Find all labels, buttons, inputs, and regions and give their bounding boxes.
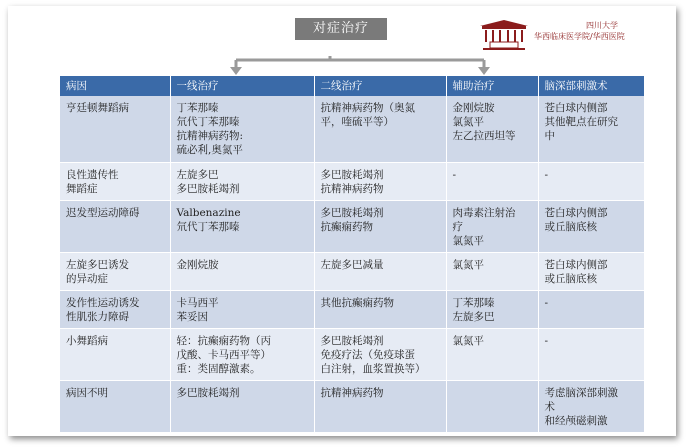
cell-dbs <box>538 200 644 252</box>
cell-text-line: 舞蹈症 <box>66 182 98 195</box>
cell-text-line: 多巴胺耗竭剂 <box>176 386 240 399</box>
cell-text-line: 氘代丁苯那嗪 <box>176 116 240 128</box>
cell-cause <box>60 380 170 432</box>
cell-text-line: 氯氮平 <box>452 334 484 347</box>
table-row <box>60 290 644 328</box>
cell-text-line: 多巴胺耗竭剂 <box>320 206 384 219</box>
cell-text-line: 氯氮平 <box>452 258 484 271</box>
cell-adjuvant <box>446 200 538 252</box>
table-row <box>60 380 644 432</box>
cell-text-line: 小舞蹈病 <box>66 334 108 347</box>
table-row <box>60 162 644 200</box>
cell-text-line: 迟发型运动障碍 <box>66 206 140 219</box>
header-adjuvant: 辅助治疗 <box>446 76 538 96</box>
cell-text-line: 金刚烷胺 <box>452 102 495 114</box>
cell-text-line: - <box>452 168 457 181</box>
cell-text-line: 抗精神病药物 <box>320 182 384 195</box>
cell-dbs <box>538 162 644 200</box>
cell-dbs <box>538 290 644 328</box>
cell-text-line: 氯氮平 <box>452 234 484 247</box>
cell-text-line: 金刚烷胺 <box>176 258 219 271</box>
cell-text-line: 硫必利,奥氮平 <box>176 144 243 156</box>
cell-first-line <box>170 200 314 252</box>
logo-text <box>534 20 670 42</box>
cell-text-line: 轻：抗癫痫药物（丙 <box>176 334 271 347</box>
cell-second-line <box>314 162 446 200</box>
cell-text-line: 重：类固醇激素。 <box>176 362 261 375</box>
cell-text-line: 左乙拉西坦等 <box>452 130 516 142</box>
cell-text-line: 苍白球内侧部 <box>544 206 608 219</box>
hospital-logo <box>480 18 670 54</box>
cell-cause <box>60 96 170 162</box>
cell-text-line: 发作性运动诱发 <box>66 296 140 309</box>
cell-second-line <box>314 200 446 252</box>
cell-dbs <box>538 380 644 432</box>
cell-text-line: 或丘脑底核 <box>544 220 597 233</box>
cell-text-line: 多巴胺耗竭剂 <box>176 182 240 195</box>
cell-text-line: 术 <box>544 400 555 413</box>
cell-adjuvant <box>446 162 538 200</box>
table-row <box>60 328 644 380</box>
cell-second-line <box>314 96 446 162</box>
cell-cause <box>60 328 170 380</box>
cell-text-line: Valbenazine <box>176 206 241 219</box>
slide-title: 对症治疗 <box>295 18 387 40</box>
cell-first-line <box>170 380 314 432</box>
cell-text-line: 抗癫痫药物 <box>320 220 373 233</box>
cell-adjuvant <box>446 328 538 380</box>
cell-dbs <box>538 328 644 380</box>
cell-text-line: 左旋多巴 <box>452 310 495 323</box>
cell-text-line: 良性遗传性 <box>66 168 119 181</box>
cell-text-line: 左旋多巴诱发 <box>66 258 129 271</box>
table-header-row <box>60 76 644 96</box>
cell-second-line <box>314 380 446 432</box>
cell-text-line: 中 <box>544 130 555 142</box>
cell-second-line <box>314 290 446 328</box>
cell-cause <box>60 290 170 328</box>
header-cause: 病因 <box>60 76 170 96</box>
header-dbs: 脑深部刺激术 <box>538 76 644 96</box>
slide <box>8 6 676 436</box>
cell-text-line: 免疫疗法（免疫球蛋 <box>320 348 415 361</box>
cell-adjuvant <box>446 252 538 290</box>
cell-adjuvant <box>446 380 538 432</box>
cell-second-line <box>314 252 446 290</box>
cell-text-line: 的异动症 <box>66 272 108 285</box>
table-body <box>60 96 644 432</box>
table-row <box>60 96 644 162</box>
cell-text-line: 丁苯那嗪 <box>176 102 219 114</box>
cell-text-line: 或丘脑底核 <box>544 272 597 285</box>
cell-text-line: - <box>544 296 549 309</box>
cell-text-line: 抗精神病药物 <box>320 386 384 399</box>
cell-text-line: 白注射，血浆置换等） <box>320 362 426 375</box>
cell-text-line: 肉毒素注射治 <box>452 206 516 219</box>
header-first-line: 一线治疗 <box>170 76 314 96</box>
cell-text-line: - <box>544 334 549 347</box>
cell-cause <box>60 252 170 290</box>
cell-second-line <box>314 328 446 380</box>
cell-text-line: 卡马西平 <box>176 296 219 309</box>
cell-first-line <box>170 96 314 162</box>
cell-text-line: 考虑脑深部刺激 <box>544 386 618 399</box>
cell-text-line: 苯妥因 <box>176 310 208 323</box>
cell-first-line <box>170 252 314 290</box>
hospital-building-icon <box>480 20 528 50</box>
cell-cause <box>60 162 170 200</box>
cell-adjuvant <box>446 96 538 162</box>
cell-cause <box>60 200 170 252</box>
cell-text-line: 疗 <box>452 220 463 233</box>
cell-first-line <box>170 290 314 328</box>
cell-text-line: 病因不明 <box>66 386 108 399</box>
split-arrow-connector <box>230 56 490 76</box>
table-row <box>60 252 644 290</box>
table-row <box>60 200 644 252</box>
cell-text-line: 左旋多巴 <box>176 168 219 181</box>
cell-text-line: 苍白球内侧部 <box>544 102 608 114</box>
cell-text-line: - <box>544 168 549 181</box>
cell-text-line: 抗精神病药物（奥氮 <box>320 102 415 114</box>
cell-text-line: 多巴胺耗竭剂 <box>320 334 384 347</box>
cell-text-line: 氘代丁苯那嗪 <box>176 220 240 233</box>
logo-university-name: 四川大学 <box>586 21 618 30</box>
cell-dbs <box>538 96 644 162</box>
cell-text-line: 平，喹硫平等） <box>320 116 394 128</box>
cell-text-line: 和经颅磁刺激 <box>544 414 608 427</box>
cell-first-line <box>170 162 314 200</box>
cell-text-line: 抗精神病药物: <box>176 130 244 142</box>
cell-text-line: 左旋多巴减量 <box>320 258 384 271</box>
cell-adjuvant <box>446 290 538 328</box>
cell-text-line: 亨廷顿舞蹈病 <box>66 102 129 114</box>
cell-dbs <box>538 252 644 290</box>
header-second-line: 二线治疗 <box>314 76 446 96</box>
cell-text-line: 多巴胺耗竭剂 <box>320 168 384 181</box>
logo-hospital-name: 华西临床医学院/华西医院 <box>534 32 625 41</box>
cell-text-line: 性肌张力障碍 <box>66 310 129 323</box>
cell-first-line <box>170 328 314 380</box>
cell-text-line: 其他靶点在研究 <box>544 116 618 128</box>
cell-text-line: 戊酸、卡马西平等） <box>176 348 271 361</box>
cell-text-line: 丁苯那嗪 <box>452 296 495 309</box>
cell-text-line: 苍白球内侧部 <box>544 258 608 271</box>
cell-text-line: 氯氮平 <box>452 116 484 128</box>
cell-text-line: 其他抗癫痫药物 <box>320 296 394 309</box>
treatment-table <box>60 76 645 433</box>
